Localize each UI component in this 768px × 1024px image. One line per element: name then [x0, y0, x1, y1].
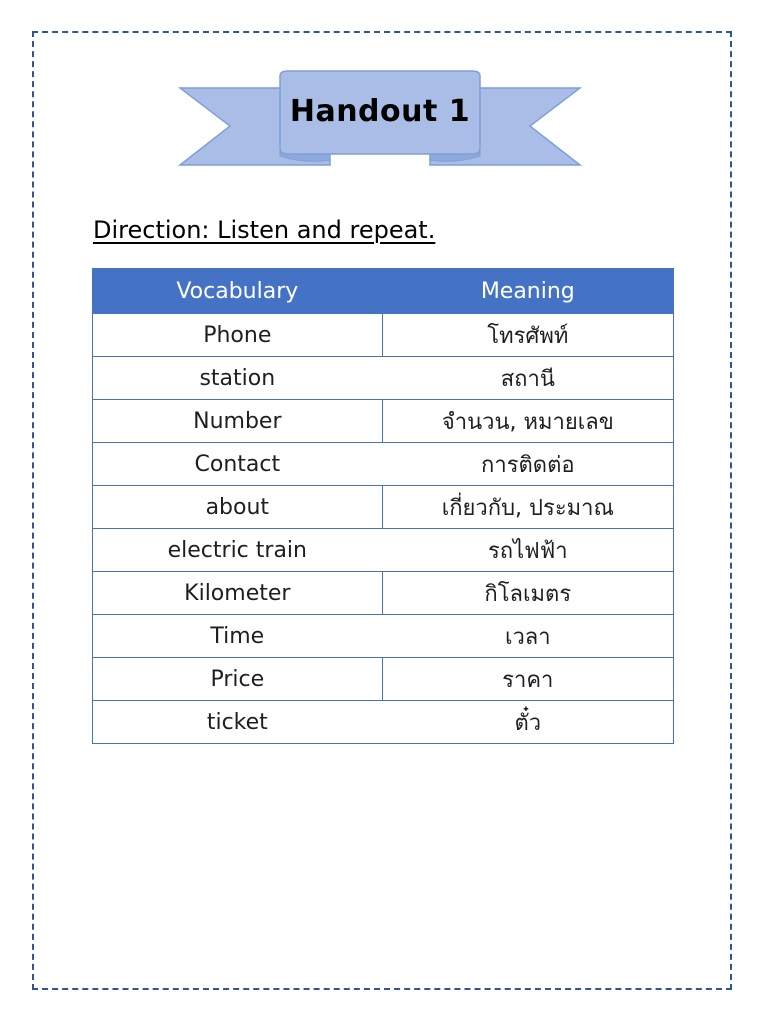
table-row	[93, 486, 674, 529]
table-row	[93, 701, 674, 744]
table-header-row	[93, 269, 674, 314]
vocab-meaning: กิโลเมตร	[382, 572, 673, 615]
vocab-meaning: โทรศัพท์	[382, 314, 673, 357]
table-row	[93, 658, 674, 701]
table-row	[93, 400, 674, 443]
header-meaning: Meaning	[382, 269, 673, 314]
vocab-word: Price	[93, 658, 383, 701]
table-row	[93, 615, 674, 658]
vocab-word: Kilometer	[93, 572, 383, 615]
handout-title: Handout 1	[289, 94, 471, 129]
table-row	[93, 572, 674, 615]
header-vocabulary: Vocabulary	[93, 269, 383, 314]
direction-instruction: Direction: Listen and repeat.	[93, 216, 436, 244]
vocab-word: about	[93, 486, 383, 529]
vocab-word: electric train	[93, 529, 383, 572]
vocab-word: ticket	[93, 701, 383, 744]
vocab-word: Time	[93, 615, 383, 658]
vocabulary-table	[92, 268, 674, 744]
table-row	[93, 357, 674, 400]
vocab-meaning: ราคา	[382, 658, 673, 701]
vocab-meaning: เวลา	[382, 615, 673, 658]
table-row	[93, 529, 674, 572]
vocab-meaning: การติดต่อ	[382, 443, 673, 486]
vocab-meaning: สถานี	[382, 357, 673, 400]
vocab-meaning: เกี่ยวกับ, ประมาณ	[382, 486, 673, 529]
table-row	[93, 314, 674, 357]
table-row	[93, 443, 674, 486]
vocab-word: Number	[93, 400, 383, 443]
vocab-word: Phone	[93, 314, 383, 357]
vocab-word: Contact	[93, 443, 383, 486]
vocab-meaning: ตั๋ว	[382, 701, 673, 744]
title-ribbon-banner	[178, 68, 582, 170]
vocab-meaning: รถไฟฟ้า	[382, 529, 673, 572]
vocab-word: station	[93, 357, 383, 400]
vocab-meaning: จำนวน, หมายเลข	[382, 400, 673, 443]
